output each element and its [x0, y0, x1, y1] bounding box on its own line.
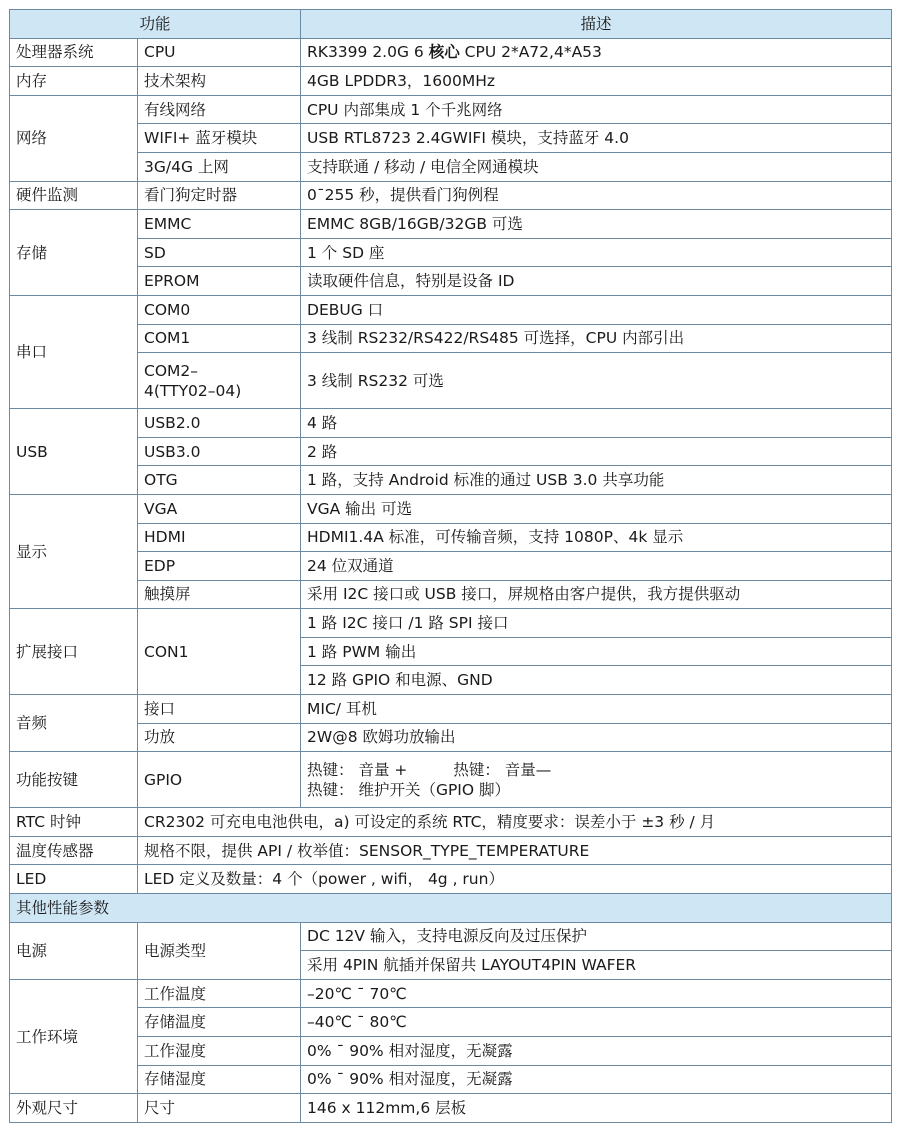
table-row	[10, 609, 892, 638]
item-power: 电源类型	[138, 922, 301, 979]
desc-storage: 1 个 SD 座	[301, 238, 892, 267]
desc-hw-monitor: 0¯255 秒，提供看门狗例程	[301, 181, 892, 210]
item-serial	[138, 353, 301, 409]
section-header-other: 其他性能参数	[10, 894, 892, 923]
item-audio: 接口	[138, 695, 301, 724]
table-row	[10, 124, 892, 153]
desc-display: VGA 输出 可选	[301, 494, 892, 523]
table-row	[10, 523, 892, 552]
table-row	[10, 836, 892, 865]
item-storage: EMMC	[138, 210, 301, 239]
desc-keys-volume-up: 热键： 音量 +	[307, 760, 408, 779]
header-description: 描述	[301, 10, 892, 39]
item-audio: 功放	[138, 723, 301, 752]
group-cpu: 处理器系统	[10, 38, 138, 67]
desc-storage: 读取硬件信息，特别是设备 ID	[301, 267, 892, 296]
desc-keys	[301, 752, 892, 808]
table-row	[10, 238, 892, 267]
desc-serial: 3 线制 RS232 可选	[301, 353, 892, 409]
desc-display: HDMI1.4A 标准，可传输音频，支持 1080P、4k 显示	[301, 523, 892, 552]
table-row	[10, 210, 892, 239]
table-row	[10, 1008, 892, 1037]
item-display: HDMI	[138, 523, 301, 552]
desc-audio: MIC/ 耳机	[301, 695, 892, 724]
desc-display: 采用 I2C 接口或 USB 接口，屏规格由客户提供，我方提供驱动	[301, 580, 892, 609]
group-network: 网络	[10, 95, 138, 181]
table-row	[10, 979, 892, 1008]
desc-storage: EMMC 8GB/16GB/32GB 可选	[301, 210, 892, 239]
item-keys: GPIO	[138, 752, 301, 808]
desc-environment: 0% ¯ 90% 相对湿度，无凝露	[301, 1037, 892, 1066]
item-network: 3G/4G 上网	[138, 152, 301, 181]
table-row	[10, 181, 892, 210]
desc-cpu-bold: 核心	[428, 43, 460, 62]
table-row	[10, 922, 892, 951]
table-row	[10, 324, 892, 353]
desc-display: 24 位双通道	[301, 552, 892, 581]
desc-temp-sensor: 规格不限，提供 API / 枚举值：SENSOR_TYPE_TEMPERATURE	[138, 836, 892, 865]
desc-expansion: 1 路 I2C 接口 /1 路 SPI 接口	[301, 609, 892, 638]
table-row	[10, 152, 892, 181]
desc-cpu-pre: RK3399 2.0G 6	[307, 43, 429, 62]
item-serial-line1: COM2–	[144, 361, 199, 380]
item-memory: 技术架构	[138, 67, 301, 96]
desc-keys-volume-down: 热键： 音量—	[453, 760, 552, 779]
header-function: 功能	[10, 10, 301, 39]
desc-cpu	[301, 38, 892, 67]
item-storage: EPROM	[138, 267, 301, 296]
desc-led: LED 定义及数量：4 个（power , wifi， 4g , run）	[138, 865, 892, 894]
desc-expansion: 1 路 PWM 输出	[301, 637, 892, 666]
table-row	[10, 752, 892, 808]
table-row	[10, 1065, 892, 1094]
group-expansion: 扩展接口	[10, 609, 138, 695]
desc-network: USB RTL8723 2.4GWIFI 模块，支持蓝牙 4.0	[301, 124, 892, 153]
table-row	[10, 580, 892, 609]
desc-usb: 4 路	[301, 409, 892, 438]
item-storage: SD	[138, 238, 301, 267]
table-row	[10, 1037, 892, 1066]
desc-environment: 0% ¯ 90% 相对湿度，无凝露	[301, 1065, 892, 1094]
item-usb: OTG	[138, 466, 301, 495]
desc-audio: 2W@8 欧姆功放输出	[301, 723, 892, 752]
group-audio: 音频	[10, 695, 138, 752]
table-row	[10, 494, 892, 523]
desc-cpu-post: CPU 2*A72,4*A53	[459, 43, 602, 62]
table-row	[10, 409, 892, 438]
group-environment: 工作环境	[10, 979, 138, 1093]
item-usb: USB3.0	[138, 437, 301, 466]
spec-table-container	[9, 9, 891, 1123]
spec-table	[9, 9, 892, 1123]
item-network: 有线网络	[138, 95, 301, 124]
table-row	[10, 466, 892, 495]
table-row	[10, 552, 892, 581]
table-row	[10, 695, 892, 724]
item-serial: COM0	[138, 295, 301, 324]
item-display: EDP	[138, 552, 301, 581]
table-header-row	[10, 10, 892, 39]
desc-serial: DEBUG 口	[301, 295, 892, 324]
group-led: LED	[10, 865, 138, 894]
item-cpu: CPU	[138, 38, 301, 67]
desc-expansion: 12 路 GPIO 和电源、GND	[301, 666, 892, 695]
group-power: 电源	[10, 922, 138, 979]
item-environment: 工作湿度	[138, 1037, 301, 1066]
desc-keys-maintenance: 热键： 维护开关（GPIO 脚）	[307, 780, 510, 799]
item-hw-monitor: 看门狗定时器	[138, 181, 301, 210]
group-display: 显示	[10, 494, 138, 608]
item-environment: 存储温度	[138, 1008, 301, 1037]
group-temp-sensor: 温度传感器	[10, 836, 138, 865]
item-expansion: CON1	[138, 609, 301, 695]
group-dimensions: 外观尺寸	[10, 1094, 138, 1123]
item-dimensions: 尺寸	[138, 1094, 301, 1123]
table-row	[10, 38, 892, 67]
table-row	[10, 353, 892, 409]
table-row	[10, 267, 892, 296]
item-display: 触摸屏	[138, 580, 301, 609]
desc-usb: 2 路	[301, 437, 892, 466]
desc-power: DC 12V 输入，支持电源反向及过压保护	[301, 922, 892, 951]
item-serial: COM1	[138, 324, 301, 353]
desc-memory: 4GB LPDDR3，1600MHz	[301, 67, 892, 96]
item-environment: 工作温度	[138, 979, 301, 1008]
table-row	[10, 1094, 892, 1123]
desc-network: 支持联通 / 移动 / 电信全网通模块	[301, 152, 892, 181]
group-serial: 串口	[10, 295, 138, 408]
desc-dimensions: 146 x 112mm,6 层板	[301, 1094, 892, 1123]
table-row	[10, 723, 892, 752]
table-row	[10, 95, 892, 124]
desc-environment: –40℃ ¯ 80℃	[301, 1008, 892, 1037]
item-usb: USB2.0	[138, 409, 301, 438]
table-row	[10, 295, 892, 324]
desc-network: CPU 内部集成 1 个千兆网络	[301, 95, 892, 124]
group-memory: 内存	[10, 67, 138, 96]
table-row	[10, 808, 892, 837]
table-row	[10, 67, 892, 96]
section-header-row	[10, 894, 892, 923]
desc-serial: 3 线制 RS232/RS422/RS485 可选择，CPU 内部引出	[301, 324, 892, 353]
desc-environment: –20℃ ¯ 70℃	[301, 979, 892, 1008]
table-row	[10, 865, 892, 894]
table-row	[10, 437, 892, 466]
item-network: WIFI+ 蓝牙模块	[138, 124, 301, 153]
desc-rtc: CR2302 可充电电池供电，a) 可设定的系统 RTC，精度要求：误差小于 ±3 秒 / 月	[138, 808, 892, 837]
group-rtc: RTC 时钟	[10, 808, 138, 837]
desc-power: 采用 4PIN 航插并保留共 LAYOUT4PIN WAFER	[301, 951, 892, 980]
item-display: VGA	[138, 494, 301, 523]
group-keys: 功能按键	[10, 752, 138, 808]
group-storage: 存储	[10, 210, 138, 296]
group-usb: USB	[10, 409, 138, 495]
desc-usb: 1 路，支持 Android 标准的通过 USB 3.0 共享功能	[301, 466, 892, 495]
item-serial-line2: 4(TTY02–04)	[144, 381, 242, 400]
item-environment: 存储湿度	[138, 1065, 301, 1094]
group-hw-monitor: 硬件监测	[10, 181, 138, 210]
